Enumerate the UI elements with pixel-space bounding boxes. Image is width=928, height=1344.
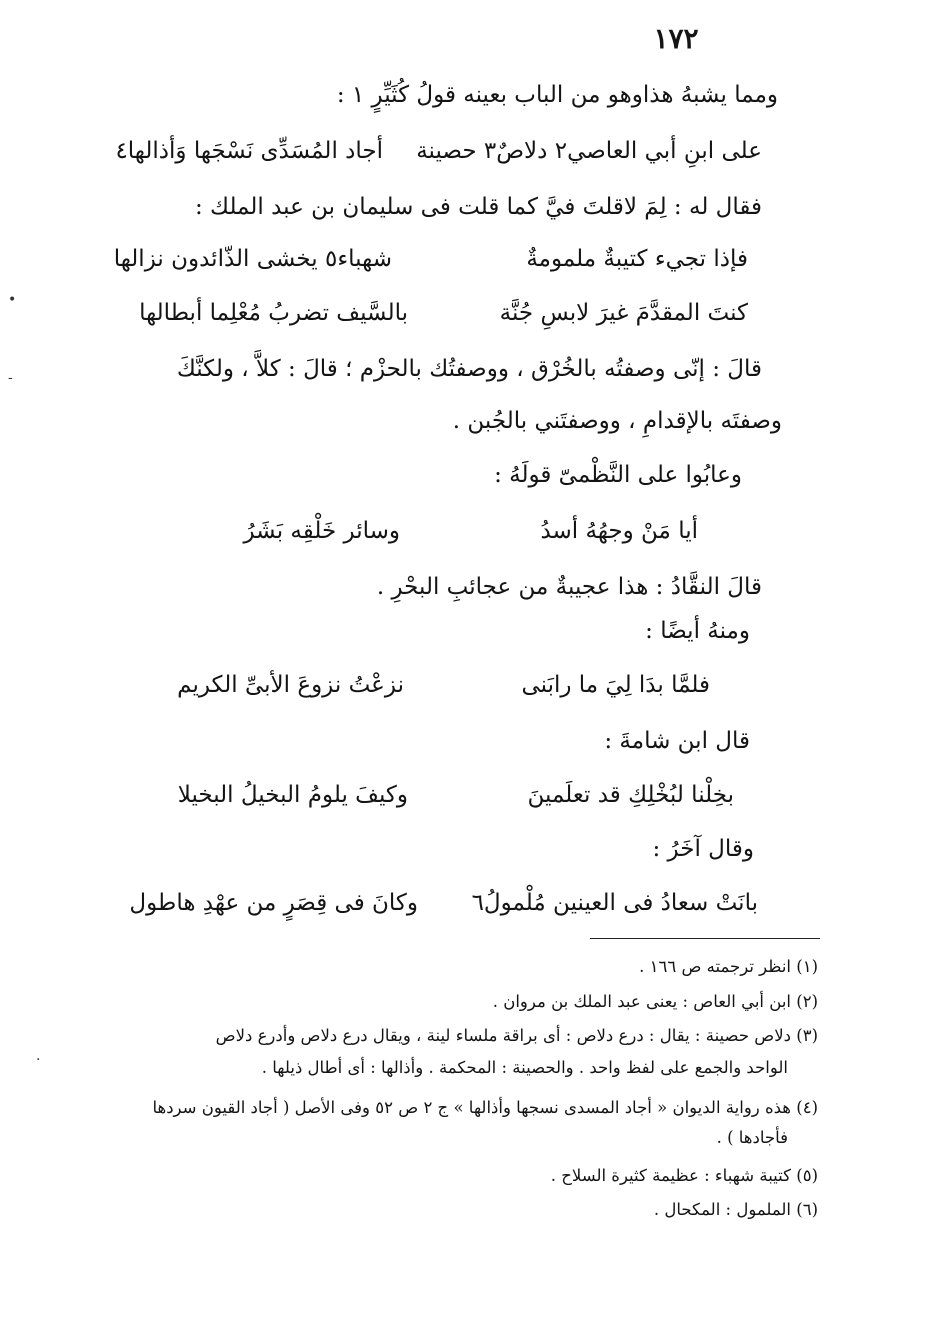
prose-line-7: ومنهُ أيضًا : [645, 618, 750, 644]
footnote-2: (٢) ابن أبي العاص : يعنى عبد الملك بن مروان . [492, 992, 818, 1011]
verse-5-hemistich-2: نزعْتُ نزوعَ الأبىِّ الكريم [177, 672, 404, 698]
verse-6-hemistich-1: بخِلْنا لبُخْلِكِ قد تعلَمينَ [527, 782, 734, 808]
verse-1-hemistich-1: على ابنِ أبي العاصي٢ دلاصٌ٣ حصينة [416, 138, 762, 164]
prose-line-3: قالَ : إنّى وصفتُه بالخُرْق ، ووصفتُك بالحزْم ؛ قالَ : كلاَّ ، ولكنَّكَ [176, 356, 762, 382]
verse-7-hemistich-2: وكانَ فى قِصَرٍ من عهْدِ هاطول [129, 890, 418, 916]
prose-line-6: قالَ النقَّادُ : هذا عجيبةٌ من عجائبِ البحْرِ . [376, 574, 762, 600]
footnote-separator [590, 938, 820, 939]
prose-line-1: ومما يشبهُ هذاوهو من الباب بعينه قولُ كُثَيِّرٍ ١ : [336, 82, 778, 108]
prose-line-2: فقال له : لِمَ لاقلتَ فيَّ كما قلت فى سليمان بن عبد الملك : [195, 194, 762, 220]
footnote-4: (٤) هذه رواية الديوان « أجاد المسدى نسجها وأذالها » ج ٢ ص ٥٢ وفى الأصل ( أجاد القيون سردها [152, 1098, 818, 1117]
verse-6-hemistich-2: وكيفَ يلومُ البخيلُ البخيلا [177, 782, 408, 808]
verse-3-hemistich-2: بالسَّيف تضربُ مُعْلِما أبطالها [139, 300, 408, 326]
footnote-6: (٦) الملمول : المكحال . [653, 1200, 818, 1219]
footnote-5: (٥) كتيبة شهباء : عظيمة كثيرة السلاح . [550, 1166, 818, 1185]
verse-2-hemistich-2: شهباء٥ يخشى الذّائدون نزالها [113, 246, 392, 272]
footnote-3-continuation: الواحد والجمع على لفظ واحد . والحصينة : المحكمة . وأذالها : أى أطال ذيلها . [261, 1058, 788, 1077]
verse-1-hemistich-2: أجاد المُسَدِّى نَسْجَها وَأذالها٤ [115, 138, 383, 164]
prose-line-8: قال ابن شامةَ : [604, 728, 750, 754]
footnote-4-continuation: فأجادها ) . [716, 1128, 788, 1147]
page-number: ١٧٢ [653, 22, 699, 55]
margin-mark: • [8, 292, 17, 308]
prose-line-5: وعابُوا على النَّظْمىّ قولَهُ : [494, 462, 742, 488]
prose-line-4: وصفتَه بالإقدامِ ، ووصفتَني بالجُبن . [452, 408, 782, 434]
verse-4-hemistich-1: أيا مَنْ وجهُهُ أسدُ [540, 518, 698, 544]
verse-7-hemistich-1: بانَتْ سعادُ فى العينين مُلْمولُ٦ [471, 890, 758, 916]
margin-mark: - [8, 370, 13, 386]
verse-2-hemistich-1: فإذا تجيء كتيبةٌ ملمومةٌ [526, 246, 748, 272]
footnote-1: (١) انظر ترجمته ص ١٦٦ . [639, 957, 818, 976]
footnote-3: (٣) دلاص حصينة : يقال : درع دلاص : أى براقة ملساء لينة ، ويقال درع دلاص وأدرع دلاص [215, 1026, 818, 1045]
verse-4-hemistich-2: وسائر خَلْقِه بَشَرُ [243, 518, 400, 544]
prose-line-9: وقال آخَرُ : [652, 836, 754, 862]
margin-mark: . [36, 1048, 41, 1064]
verse-5-hemistich-1: فلمَّا بدَا لِيَ ما رابَنى [521, 672, 710, 698]
verse-3-hemistich-1: كنتَ المقدَّمَ غيرَ لابسِ جُنَّة [499, 300, 748, 326]
